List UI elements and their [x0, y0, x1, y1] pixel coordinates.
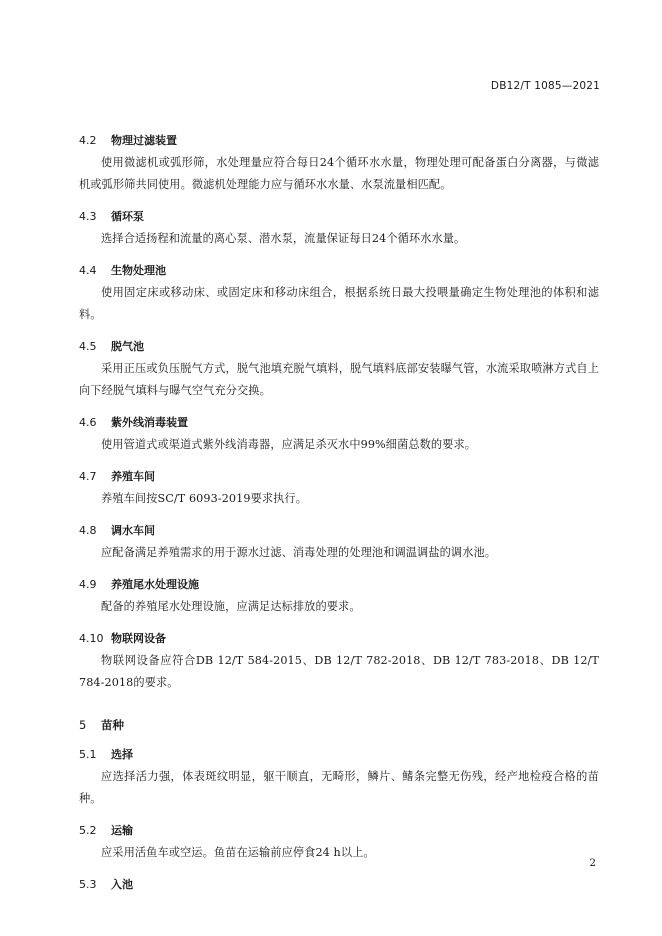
section-paragraph-4-5: 采用正压或负压脱气方式，脱气池填充脱气填料，脱气填料底部安装曝气管，水流采取喷淋方式自上向下经脱气填料与曝气空气充分交换。: [79, 362, 599, 397]
section-number: 5.3: [79, 878, 97, 891]
section-paragraph-5-1: 应选择活力强，体表斑纹明显，躯干顺直，无畸形，鳞片、鳍条完整无伤残，经产地检疫合格的苗种。: [79, 770, 599, 805]
section-number: 4.5: [79, 340, 97, 353]
section-paragraph-5-2: 应采用活鱼车或空运。鱼苗在运输前应停食24 h以上。: [101, 846, 375, 859]
section-heading-5-2: [79, 816, 599, 842]
section-title: 物理过滤装置: [111, 134, 177, 147]
section-number: 4.10: [79, 632, 104, 645]
section-title: 紫外线消毒装置: [111, 416, 188, 429]
section-number: 5.1: [79, 748, 97, 761]
section-title: 调水车间: [111, 524, 155, 537]
section-title: 生物处理池: [111, 264, 166, 277]
section-heading-4-10: [79, 624, 599, 650]
section-number: 4.4: [79, 264, 97, 277]
section-title: 养殖车间: [111, 470, 155, 483]
section-heading-5-1: [79, 740, 599, 766]
section-heading-4-6: [79, 408, 599, 434]
section-number: 4.7: [79, 470, 97, 483]
section-title: 运输: [111, 824, 133, 837]
section-paragraph-4-6: 使用管道式或渠道式紫外线消毒器，应满足杀灭水中99%细菌总数的要求。: [101, 438, 477, 451]
chapter-number: 5: [79, 718, 87, 732]
section-title: 脱气池: [111, 340, 144, 353]
section-title: 入池: [111, 878, 133, 891]
chapter-heading-5: [79, 706, 599, 740]
section-title: 选择: [111, 748, 133, 761]
section-heading-4-8: [79, 516, 599, 542]
section-number: 4.6: [79, 416, 97, 429]
page-number: 2: [589, 857, 596, 869]
section-heading-4-5: [79, 332, 599, 358]
section-heading-5-3: [79, 870, 599, 896]
section-paragraph-4-2: 使用微滤机或弧形筛，水处理量应符合每日24个循环水水量，物理处理可配备蛋白分离器，与微滤机或弧形筛共同使用。微滤机处理能力应与循环水水量、水泵流量相匹配。: [79, 156, 599, 191]
section-heading-4-9: [79, 570, 599, 596]
document-code: DB12/T 1085—2021: [490, 80, 600, 92]
section-heading-4-4: [79, 256, 599, 282]
section-heading-4-3: [79, 202, 599, 228]
section-number: 4.3: [79, 210, 97, 223]
section-paragraph-4-10: 物联网设备应符合DB 12/T 584-2015、DB 12/T 782-2018、DB 12/T 783-2018、DB 12/T 784-2018的要求。: [79, 654, 599, 689]
section-title: 物联网设备: [111, 632, 166, 645]
page-content: [79, 126, 599, 896]
section-paragraph-4-7: 养殖车间按SC/T 6093-2019要求执行。: [101, 492, 308, 505]
section-title: 循环泵: [111, 210, 144, 223]
section-paragraph-4-9: 配备的养殖尾水处理设施，应满足达标排放的要求。: [101, 600, 361, 613]
section-number: 4.8: [79, 524, 97, 537]
section-heading-4-7: [79, 462, 599, 488]
section-title: 养殖尾水处理设施: [111, 578, 199, 591]
section-heading-4-2: [79, 126, 599, 152]
section-number: 4.2: [79, 134, 97, 147]
section-number: 4.9: [79, 578, 97, 591]
section-paragraph-4-8: 应配备满足养殖需求的用于源水过滤、消毒处理的处理池和调温调盐的调水池。: [101, 546, 497, 559]
section-paragraph-4-3: 选择合适扬程和流量的离心泵、潜水泵，流量保证每日24个循环水水量。: [101, 232, 466, 245]
section-paragraph-4-4: 使用固定床或移动床、或固定床和移动床组合，根据系统日最大投喂量确定生物处理池的体积和滤料。: [79, 286, 599, 321]
chapter-title: 苗种: [101, 718, 124, 732]
section-number: 5.2: [79, 824, 97, 837]
